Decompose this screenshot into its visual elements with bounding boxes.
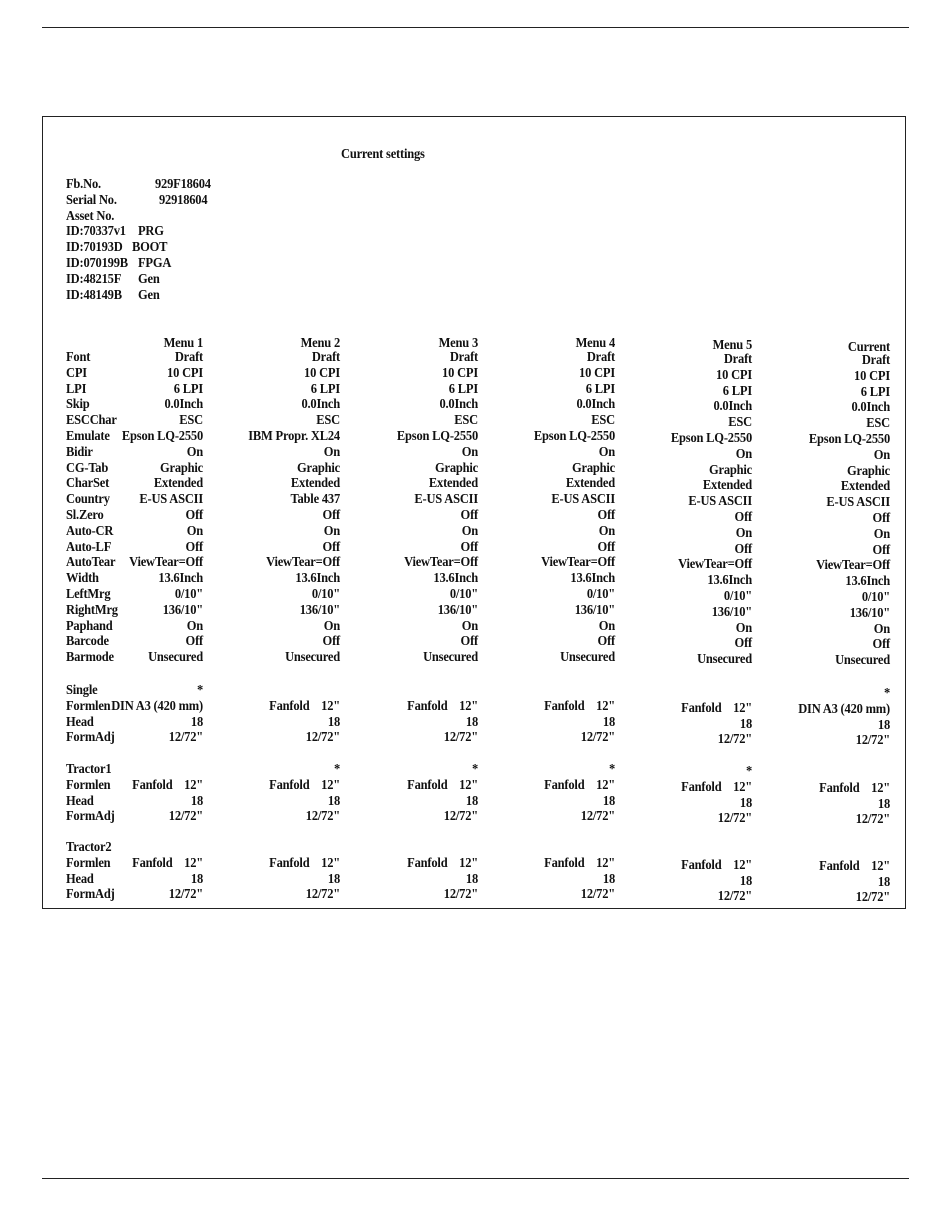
paper-setting-value: Fanfold 12" [681, 699, 752, 716]
setting-value: 6 LPI [722, 382, 752, 399]
setting-value: 6 LPI [585, 380, 615, 397]
setting-label: Sl.Zero [66, 506, 104, 523]
setting-value: Epson LQ-2550 [808, 430, 890, 447]
paper-setting-value: 12/72" [717, 731, 752, 747]
setting-value: On [186, 617, 203, 634]
setting-value: E-US ASCII [688, 493, 752, 509]
paper-setting-value: DIN A3 (420 mm) [798, 700, 890, 717]
paper-setting-value: Fanfold 12" [544, 776, 615, 793]
setting-value: ESC [454, 412, 478, 428]
setting-value: Draft [174, 348, 203, 365]
setting-label: Font [66, 348, 91, 365]
setting-value: Off [597, 538, 615, 555]
selected-marker: * [196, 681, 203, 698]
paper-setting-value: 12/72" [580, 729, 615, 745]
setting-value: ViewTear=Off [541, 554, 615, 570]
setting-value: 10 CPI [579, 364, 615, 381]
setting-value: ViewTear=Off [266, 554, 340, 570]
printout-title: Current settings [341, 145, 425, 162]
paper-setting-value: 18 [190, 792, 203, 809]
setting-value: Graphic [296, 459, 340, 476]
setting-value: On [873, 525, 890, 542]
column-header: Current [847, 338, 890, 355]
setting-value: On [461, 522, 478, 539]
setting-value: 136/10" [574, 601, 615, 618]
setting-value: 0/10" [449, 585, 478, 602]
setting-value: Draft [311, 348, 340, 365]
setting-label: LeftMrg [66, 585, 111, 602]
setting-value: Off [322, 506, 340, 523]
bottom-rule [42, 1178, 909, 1179]
setting-label: Auto-LF [66, 538, 112, 555]
setting-value: Epson LQ-2550 [533, 427, 615, 444]
setting-value: 6 LPI [860, 383, 890, 400]
paper-setting-label: Head [66, 713, 94, 730]
setting-label: LPI [66, 380, 87, 397]
setting-value: On [735, 619, 752, 636]
setting-value: 0.0Inch [851, 399, 890, 415]
paper-setting-label: FormAdj [66, 729, 115, 745]
setting-label: Width [66, 570, 99, 586]
setting-value: Draft [449, 348, 478, 365]
setting-value: 13.6Inch [845, 573, 890, 589]
setting-label: Barmode [66, 649, 114, 665]
setting-value: Unsecured [835, 652, 890, 668]
setting-value: 136/10" [162, 601, 203, 618]
paper-setting-value: 12/72" [855, 732, 890, 748]
paper-setting-value: 18 [739, 715, 752, 732]
setting-value: Draft [586, 348, 615, 365]
setting-value: IBM Propr. XL24 [248, 427, 340, 444]
setting-value: 13.6Inch [295, 570, 340, 586]
paper-setting-value: 18 [327, 870, 340, 887]
header-value: Gen [138, 270, 160, 287]
header-value: Gen [138, 286, 160, 303]
paper-setting-label: FormAdj [66, 808, 115, 824]
paper-setting-value: Fanfold 12" [819, 857, 890, 874]
paper-setting-value: 18 [465, 870, 478, 887]
setting-value: Unsecured [560, 649, 615, 665]
paper-setting-value: 18 [190, 713, 203, 730]
paper-setting-value: 12/72" [443, 886, 478, 902]
setting-value: 6 LPI [448, 380, 478, 397]
paper-setting-value: 12/72" [717, 888, 752, 904]
header-value: 92918604 [159, 191, 208, 208]
setting-value: Off [597, 506, 615, 523]
setting-value: Unsecured [148, 649, 203, 665]
selected-marker: * [745, 762, 752, 779]
header-value: FPGA [138, 254, 172, 271]
setting-value: Off [872, 636, 890, 652]
paper-setting-value: 12/72" [305, 886, 340, 902]
paper-group-label: Tractor2 [66, 838, 112, 855]
setting-label: Paphand [66, 617, 113, 634]
setting-value: 10 CPI [442, 364, 478, 381]
setting-value: 0/10" [723, 587, 752, 604]
setting-value: On [598, 443, 615, 460]
paper-setting-value: 18 [877, 873, 890, 890]
setting-value: Graphic [159, 459, 203, 476]
setting-value: Draft [861, 351, 890, 368]
paper-setting-label: Head [66, 792, 94, 809]
setting-value: On [186, 522, 203, 539]
setting-value: Table 437 [290, 491, 340, 507]
setting-value: ViewTear=Off [678, 556, 752, 572]
paper-setting-value: Fanfold 12" [269, 776, 340, 793]
paper-group-label: Single [66, 681, 98, 698]
setting-value: Extended [290, 475, 340, 491]
setting-value: E-US ASCII [414, 491, 478, 507]
paper-group-label: Tractor1 [66, 760, 112, 777]
setting-value: Off [460, 633, 478, 649]
paper-setting-value: 12/72" [168, 808, 203, 824]
paper-setting-label: FormAdj [66, 886, 115, 902]
paper-setting-value: Fanfold 12" [269, 697, 340, 714]
setting-label: ESCChar [66, 412, 117, 428]
header-label: ID:70193D [66, 239, 123, 255]
paper-setting-value: 12/72" [580, 808, 615, 824]
setting-value: On [598, 522, 615, 539]
paper-setting-value: Fanfold 12" [544, 697, 615, 714]
setting-value: Off [185, 633, 203, 649]
setting-value: Epson LQ-2550 [121, 427, 203, 444]
header-label: ID:48215F [66, 270, 122, 287]
header-label: Fb.No. [66, 175, 101, 192]
setting-value: Extended [428, 475, 478, 491]
setting-value: Graphic [846, 462, 890, 479]
selected-marker: * [471, 760, 478, 777]
setting-value: 13.6Inch [707, 572, 752, 588]
setting-value: On [461, 617, 478, 634]
setting-value: 0/10" [586, 585, 615, 602]
setting-value: Off [597, 633, 615, 649]
setting-value: Extended [565, 475, 615, 491]
setting-value: ESC [179, 412, 203, 428]
paper-setting-value: 12/72" [717, 810, 752, 826]
setting-value: 10 CPI [854, 367, 890, 384]
column-header: Menu 2 [300, 334, 340, 351]
setting-value: On [735, 524, 752, 541]
paper-setting-value: 18 [190, 870, 203, 887]
setting-value: 13.6Inch [158, 570, 203, 586]
paper-setting-value: Fanfold 12" [819, 779, 890, 796]
column-header: Menu 3 [438, 334, 478, 351]
setting-value: 0.0Inch [439, 396, 478, 412]
setting-value: Graphic [434, 459, 478, 476]
setting-value: On [461, 443, 478, 460]
paper-setting-value: Fanfold 12" [407, 854, 478, 871]
setting-label: CPI [66, 364, 87, 381]
paper-setting-value: 12/72" [580, 886, 615, 902]
paper-setting-label: Formlen [66, 697, 111, 714]
paper-setting-label: Formlen [66, 854, 111, 871]
setting-value: On [873, 620, 890, 637]
setting-value: 136/10" [849, 604, 890, 621]
setting-value: 136/10" [437, 601, 478, 618]
setting-value: Off [734, 508, 752, 525]
setting-label: CG-Tab [66, 459, 109, 476]
paper-setting-value: 18 [602, 713, 615, 730]
setting-value: 0/10" [311, 585, 340, 602]
setting-value: ViewTear=Off [404, 554, 478, 570]
setting-value: Draft [723, 350, 752, 367]
setting-value: Extended [153, 475, 203, 491]
setting-value: 10 CPI [304, 364, 340, 381]
header-label: ID:070199B [66, 254, 128, 271]
setting-value: Extended [702, 477, 752, 493]
setting-value: E-US ASCII [551, 491, 615, 507]
setting-value: Unsecured [697, 651, 752, 667]
paper-setting-value: 12/72" [305, 808, 340, 824]
paper-setting-value: 18 [739, 794, 752, 811]
setting-value: 13.6Inch [570, 570, 615, 586]
header-label: ID:70337v1 [66, 223, 126, 239]
paper-setting-value: 18 [877, 795, 890, 812]
paper-setting-value: 12/72" [443, 729, 478, 745]
setting-value: ESC [591, 412, 615, 428]
setting-label: Emulate [66, 427, 110, 444]
setting-value: 0/10" [174, 585, 203, 602]
top-rule [42, 27, 909, 28]
setting-label: Skip [66, 396, 90, 412]
setting-value: On [186, 443, 203, 460]
header-label: ID:48149B [66, 286, 122, 303]
setting-value: Off [734, 635, 752, 651]
paper-setting-value: DIN A3 (420 mm) [111, 697, 203, 714]
setting-value: Off [872, 509, 890, 526]
paper-setting-value: 18 [877, 716, 890, 733]
setting-value: Unsecured [285, 649, 340, 665]
column-header: Menu 4 [575, 334, 615, 351]
setting-value: Off [734, 540, 752, 557]
setting-value: 0.0Inch [301, 396, 340, 412]
setting-value: ESC [728, 414, 752, 430]
setting-value: E-US ASCII [139, 491, 203, 507]
setting-value: On [735, 445, 752, 462]
selected-marker: * [883, 684, 890, 701]
header-value: BOOT [132, 239, 168, 255]
header-label: Serial No. [66, 191, 117, 208]
setting-value: 0.0Inch [164, 396, 203, 412]
paper-setting-value: Fanfold 12" [681, 856, 752, 873]
setting-value: ESC [866, 415, 890, 431]
paper-setting-value: Fanfold 12" [132, 776, 203, 793]
selected-marker: * [333, 760, 340, 777]
paper-setting-value: 18 [465, 792, 478, 809]
paper-setting-value: Fanfold 12" [407, 697, 478, 714]
paper-setting-value: 12/72" [855, 811, 890, 827]
paper-setting-label: Formlen [66, 776, 111, 793]
paper-setting-value: 18 [602, 870, 615, 887]
setting-label: Country [66, 491, 110, 507]
setting-value: On [323, 522, 340, 539]
setting-value: 0/10" [861, 588, 890, 605]
setting-value: On [323, 443, 340, 460]
setting-value: 136/10" [711, 603, 752, 620]
paper-setting-value: 12/72" [168, 886, 203, 902]
column-header: Menu 5 [712, 336, 752, 353]
selected-marker: * [608, 760, 615, 777]
setting-value: 0.0Inch [713, 398, 752, 414]
setting-value: Off [322, 633, 340, 649]
setting-value: 13.6Inch [433, 570, 478, 586]
setting-value: 10 CPI [716, 366, 752, 383]
setting-value: Graphic [708, 461, 752, 478]
setting-value: 0.0Inch [576, 396, 615, 412]
setting-value: Off [322, 538, 340, 555]
column-header: Menu 1 [163, 334, 203, 351]
paper-setting-value: Fanfold 12" [269, 854, 340, 871]
setting-value: Epson LQ-2550 [670, 429, 752, 446]
setting-label: CharSet [66, 475, 110, 491]
paper-setting-value: Fanfold 12" [544, 854, 615, 871]
setting-value: Unsecured [423, 649, 478, 665]
setting-value: Extended [840, 478, 890, 494]
paper-setting-value: 18 [327, 792, 340, 809]
setting-value: Graphic [571, 459, 615, 476]
paper-setting-value: 12/72" [443, 808, 478, 824]
header-value: PRG [138, 223, 164, 239]
setting-value: 136/10" [299, 601, 340, 618]
setting-value: Off [460, 506, 478, 523]
setting-label: Auto-CR [66, 522, 114, 539]
setting-value: 6 LPI [310, 380, 340, 397]
setting-value: Off [460, 538, 478, 555]
setting-value: ESC [316, 412, 340, 428]
paper-setting-value: Fanfold 12" [681, 778, 752, 795]
paper-setting-value: 12/72" [855, 889, 890, 905]
paper-setting-value: Fanfold 12" [132, 854, 203, 871]
setting-value: Epson LQ-2550 [396, 427, 478, 444]
paper-setting-value: 18 [602, 792, 615, 809]
header-value: 929F18604 [155, 175, 211, 192]
setting-label: Barcode [66, 633, 109, 649]
setting-value: Off [872, 541, 890, 558]
setting-label: Bidir [66, 443, 93, 460]
paper-setting-label: Head [66, 870, 94, 887]
setting-value: On [323, 617, 340, 634]
setting-value: On [873, 446, 890, 463]
setting-value: On [598, 617, 615, 634]
setting-value: 10 CPI [167, 364, 203, 381]
paper-setting-value: 12/72" [305, 729, 340, 745]
paper-setting-value: 18 [465, 713, 478, 730]
setting-label: AutoTear [66, 554, 116, 570]
paper-setting-value: 12/72" [168, 729, 203, 745]
paper-setting-value: 18 [327, 713, 340, 730]
setting-value: ViewTear=Off [129, 554, 203, 570]
setting-label: RightMrg [66, 601, 118, 618]
setting-value: ViewTear=Off [816, 557, 890, 573]
paper-setting-value: Fanfold 12" [407, 776, 478, 793]
setting-value: Off [185, 538, 203, 555]
setting-value: 6 LPI [173, 380, 203, 397]
header-label: Asset No. [66, 207, 115, 224]
setting-value: E-US ASCII [826, 494, 890, 510]
setting-value: Off [185, 506, 203, 523]
paper-setting-value: 18 [739, 872, 752, 889]
